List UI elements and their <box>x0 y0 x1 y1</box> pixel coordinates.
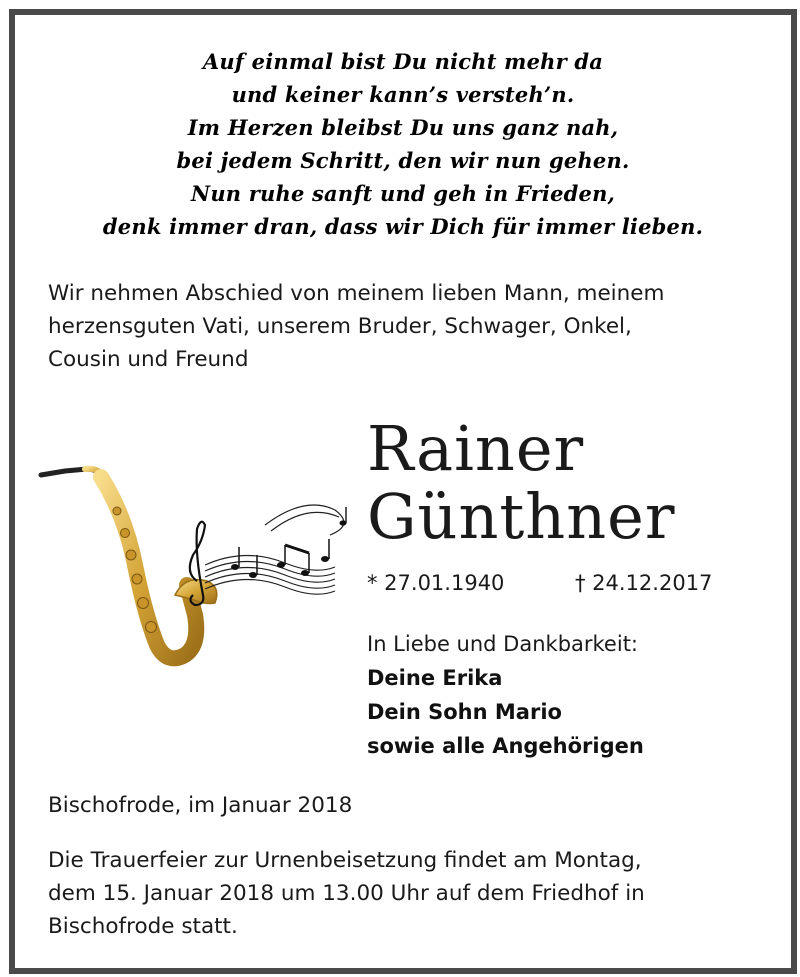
mourners-block <box>367 627 644 763</box>
intro-line: Cousin und Freund <box>48 347 249 372</box>
poem-line: Auf einmal bist Du nicht mehr da <box>202 49 604 74</box>
saxophone-icon <box>35 455 355 675</box>
mourners-intro: In Liebe und Dankbarkeit: <box>367 632 639 656</box>
funeral-line: dem 15. Januar 2018 um 13.00 Uhr auf dem Friedhof in <box>48 881 645 906</box>
poem-line: Nun ruhe sanft und geh in Frieden, <box>190 181 616 206</box>
first-name: Rainer <box>367 412 585 485</box>
mourner-name: Deine Erika <box>367 666 503 690</box>
mourner-name: sowie alle Angehörigen <box>367 734 644 758</box>
mourner-name: Dein Sohn Mario <box>367 700 562 724</box>
poem <box>15 45 791 243</box>
poem-line: und keiner kann’s versteh’n. <box>231 82 575 107</box>
death-date: † 24.12.2017 <box>575 571 713 595</box>
deceased-name <box>367 412 676 553</box>
funeral-notice <box>48 844 768 943</box>
last-name: Günthner <box>367 480 676 553</box>
birth-date: * 27.01.1940 <box>367 571 505 595</box>
intro-line: Wir nehmen Abschied von meinem lieben Mann, meinem <box>48 281 665 306</box>
obituary-frame <box>9 9 797 974</box>
place-date: Bischofrode, im Januar 2018 <box>48 793 353 818</box>
poem-line: bei jedem Schritt, den wir nun gehen. <box>176 148 630 173</box>
funeral-line: Die Trauerfeier zur Urnenbeisetzung findet am Montag, <box>48 848 642 873</box>
funeral-line: Bischofrode statt. <box>48 914 238 939</box>
intro-line: herzensguten Vati, unserem Bruder, Schwager, Onkel, <box>48 314 632 339</box>
intro-text <box>48 277 768 376</box>
poem-line: Im Herzen bleibst Du uns ganz nah, <box>187 115 619 140</box>
poem-line: denk immer dran, dass wir Dich für immer lieben. <box>102 214 704 239</box>
